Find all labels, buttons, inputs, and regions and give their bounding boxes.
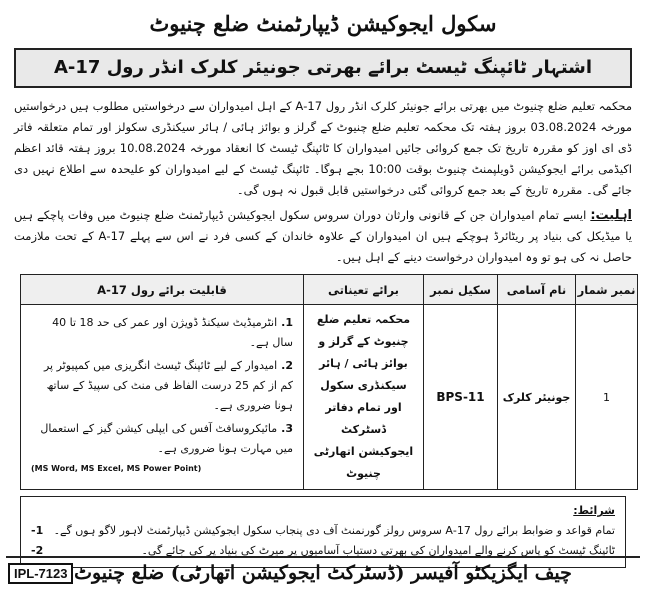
intro-paragraph: محکمہ تعلیم ضلع چنیوٹ میں بھرتی برائے جونیئر کلرک انڈر رول 17-A کے اہل امیدواران سے درخواستیں مطلوب ہیں درخواستیں مورخہ 03.08.2024 بروز ہفتہ تک محکمہ تعلیم ضلع چنیوٹ کے گرلز و بوائز ہائی / ہائر سیکنڈری سکولز اور تمام متعلقہ فاتر ڈی ای اوز کو مقررہ تاریخ تک جمع کروائی جائیں امیدواران کا ٹائپنگ ٹیسٹ کا انعقاد مورخہ 10.08.2024 بروز ہفتہ قائد اعظم اکیڈمی برائے ایجوکیشن ڈویلپمنٹ چنیوٹ بوقت 10:00 بجے ہوگا۔ ٹائپنگ ٹیسٹ کے لیے امیدواران کو علیحدہ سے اطلاع نہیں دی جائے گی۔ مقررہ تاریخ کے بعد جمع کروائی گئی درخواستیں قابل قبول نہ ہوں گی۔ [14,99,633,197]
list-item: 1.انٹرمیڈیٹ سیکنڈ ڈویژن اور عمر کی حد 18 تا 40 سال ہے۔ [52,315,293,349]
header-scale: سکیل نمبر [424,275,498,305]
signatory: چیف ایگزیکٹو آفیسر (ڈسٹرکٹ ایجوکیشن اتھارٹی) ضلع چنیوٹ [74,562,572,584]
header-posting: برائے تعیناتی [304,275,424,305]
cell-scale: BPS-11 [424,305,498,490]
ipl-code-badge: IPL-7123 [8,563,73,584]
vacancy-table [20,274,638,490]
table-row [21,305,638,490]
header-post: نام آسامی [498,275,576,305]
cell-serial: 1 [576,305,638,490]
cell-posting: محکمہ تعلیم ضلع چنیوٹ کے گرلز و بوائز ہائی / ہائر سیکنڈری سکول اور تمام دفاتر ڈسٹرکٹ ایجوکیشن اتھارٹی چنیوٹ [304,305,424,490]
header-qualification: قابلیت برائے رول 17-A [21,275,304,305]
cell-post: جونیئر کلرک [498,305,576,490]
condition-item: ٹائپنگ ٹیسٹ کو پاس کرنے والے امیدواران کی بھرتی دستیاب آسامیوں پر میرٹ کی بنیاد پر کی جائے گی۔ -2 [31,544,615,557]
cell-qualifications [21,305,304,490]
ms-apps-note: (MS Word, MS Excel, MS Power Point) [31,463,202,473]
list-item: 3.مائیکروسافٹ آفس کی ایپلی کیشن گیز کے استعمال میں مہارت ہونا ضروری ہے۔ (MS Word, MS Excel, MS Power Point) [31,419,293,479]
conditions-title: شرائط: [573,504,615,517]
list-item: 2.امیدوار کے لیے ٹائپنگ ٹیسٹ انگریزی میں کمپیوٹر پر کم از کم 25 درست الفاظ فی منٹ کی سپیڈ کے ساتھ ہونا ضروری ہے۔ [43,358,293,412]
eligibility-label: اہلیت: [590,208,632,223]
condition-item: تمام قواعد و ضوابط برائے رول 17-A سروس رولز گورنمنٹ آف دی پنجاب سکول ایجوکیشن ڈیپارٹمنٹ لاہور لاگو ہوں گے۔ -1 [31,524,615,537]
qualification-list [21,307,303,488]
header-serial: نمبر شمار [576,275,638,305]
eligibility-section [14,205,632,268]
table-header-row [21,275,638,305]
ad-title-banner: اشتہار ٹائپنگ ٹیسٹ برائے بھرتی جونیئر کلرک انڈر رول 17-A [14,48,632,88]
department-title: سکول ایجوکیشن ڈیپارٹمنٹ ضلع چنیوٹ [149,11,497,36]
eligibility-text: ایسے تمام امیدواران جن کے قانونی وارثان دوران سروس سکول ایجوکیشن ڈیپارٹمنٹ ضلع چنیوٹ میں وفات پاچکے ہیں یا میڈیکل کی بنیاد پر ریٹائرڈ ہوچکے ہیں ان امیدواران کے علاوہ خاندان کے کسی فرد نے اس سے پہلے 17-A کے تحت ملازمت حاصل نہ کی ہو تو وہ امیدواران درخواست دینے کے اہل ہیں۔ [14,208,633,264]
footer [6,556,640,588]
